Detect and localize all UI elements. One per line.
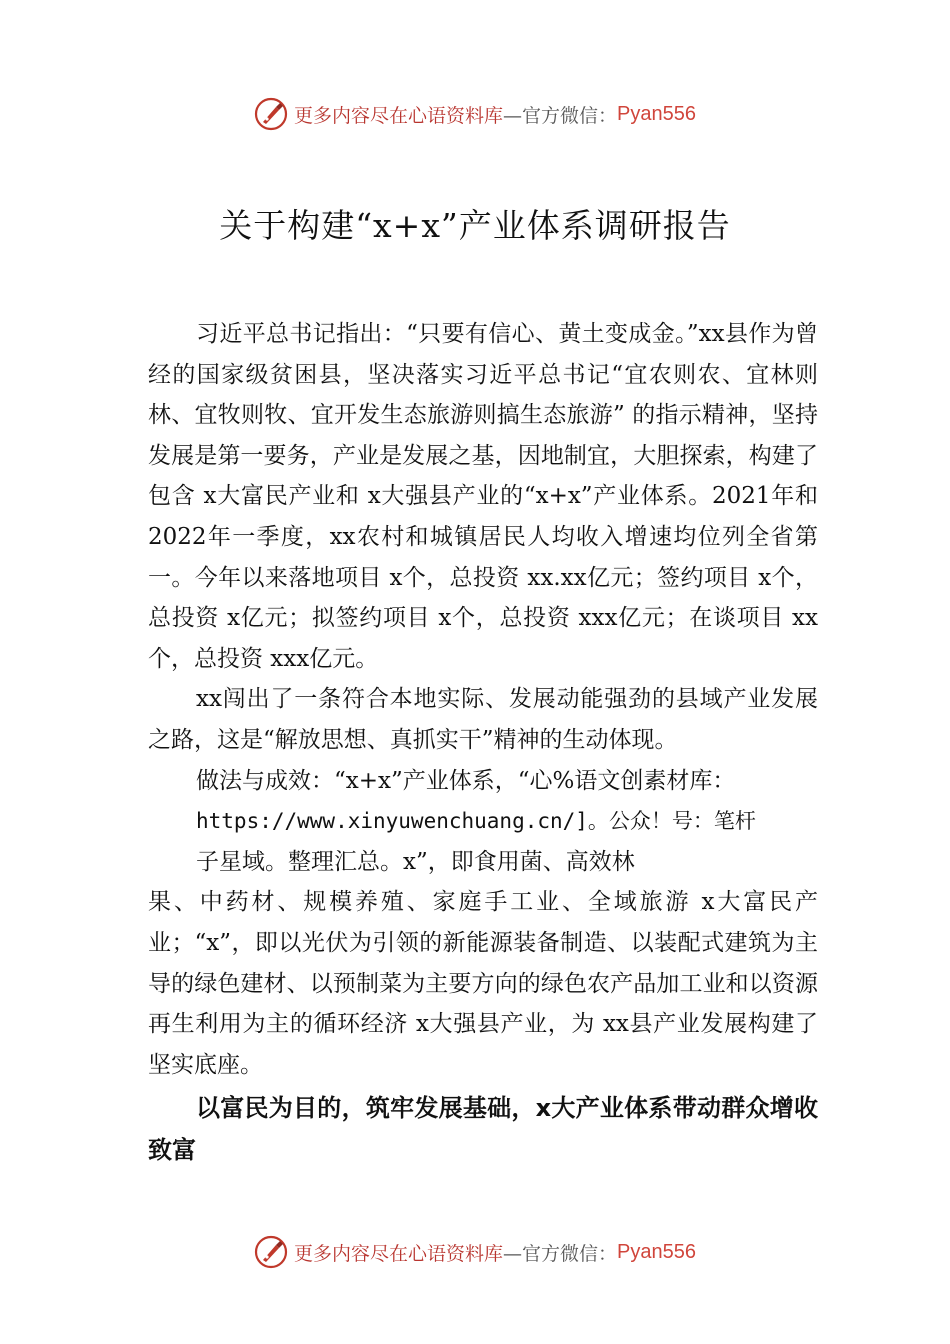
practice-line-1: 做法与成效：“x+x”产业体系，“心%语文创素材库： — [196, 767, 736, 794]
practice-line-2: https://www.xinyuwenchuang.cn/]。公众！号：笔杆 — [196, 809, 756, 834]
pen-nib-logo-icon — [254, 1235, 288, 1269]
banner-brand-text: 更多内容尽在心语资料库 — [294, 1242, 504, 1265]
paragraph-summary: xx闯出了一条符合本地实际、发展动能强劲的县域产业发展之路，这是“解放思想、真抓实干”精神的生动体现。 — [148, 686, 818, 753]
banner-brand-text: 更多内容尽在心语资料库 — [294, 104, 504, 127]
paragraph-industries: 果、中药材、规模养殖、家庭手工业、全域旅游 x大富民产业；“x”，即以光伏为引领的新能源装备制造、以装配式建筑为主导的绿色建材、以预制菜为主要方向的绿色农产品加工业和以资源再生利用为主的循环经济 x大强县产业，为 xx县产业发展构建了坚实底座。 — [148, 889, 818, 1078]
banner-wechat-id: Pyan556 — [617, 1240, 696, 1263]
watermark-banner-bottom — [0, 1232, 950, 1272]
banner-official-text: —官方微信： — [503, 104, 618, 127]
document-title: 关于构建“x+x”产业体系调研报告 — [219, 206, 731, 245]
practice-line-3: 子星域。整理汇总。x”，即食用菌、高效林 — [196, 848, 635, 875]
paragraph-intro: 习近平总书记指出：“只要有信心、黄土变成金。”xx县作为曾经的国家级贫困县，坚决落实习近平总书记“宜农则农、宜林则林、宜牧则牧、宜开发生态旅游则搞生态旅游” 的指示精神，坚持发展是第一要务，产业是发展之基，因地制宜，大胆探索，构建了包含 x大富民产业和 x大强县产业的“x+x”产业体系。2021年和 2022年一季度，xx农村和城镇居民人均收入增速均位列全省第一。今年以来落地项目 x个，总投资 xx.xx亿元；签约项目 x个，总投资 x亿元；拟签约项目 x个，总投资 xxx亿元；在谈项目 xx个，总投资 xxx亿元。 — [148, 321, 818, 672]
banner-wechat-id: Pyan556 — [617, 102, 696, 125]
section-heading: 以富民为目的，筑牢发展基础，x大产业体系带动群众增收致富 — [148, 1094, 818, 1165]
banner-official-text: —官方微信： — [503, 1242, 618, 1265]
document-body — [148, 314, 818, 1171]
watermark-banner-top — [0, 94, 950, 134]
pen-nib-logo-icon — [254, 97, 288, 131]
